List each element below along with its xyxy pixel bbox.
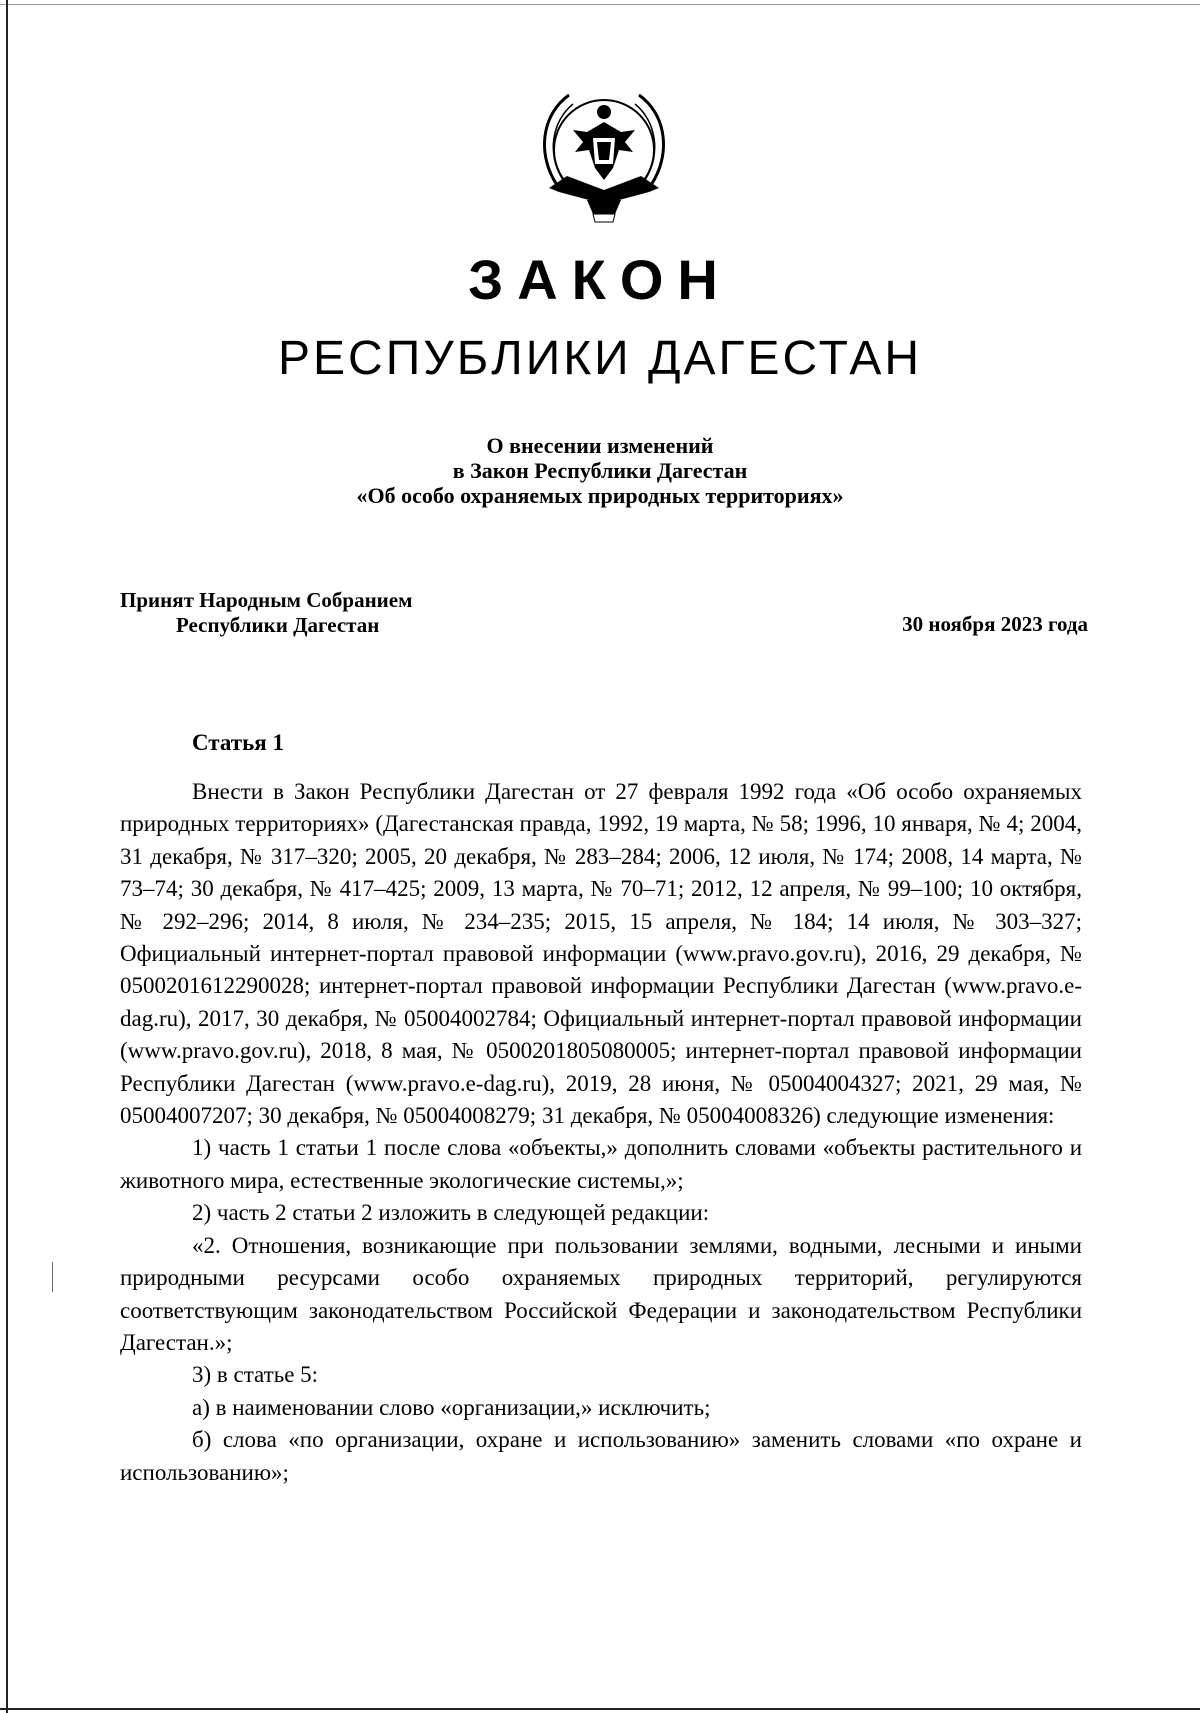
article-paragraph: б) слова «по организации, охране и использованию» заменить словами «по охране и использованию»; (120, 1427, 1082, 1485)
adoption-authority-line: Принят Народным Собранием (120, 588, 413, 612)
subject-line: «Об особо охраняемых природных территориях» (356, 483, 844, 508)
adoption-date: 30 ноября 2023 года (902, 612, 1088, 636)
adoption-authority (120, 588, 412, 638)
article-paragraph: 1) часть 1 статьи 1 после слова «объекты,» дополнить словами «объекты растительного и животного мира, естественные экологические системы,»; (120, 1135, 1082, 1193)
article-paragraph: а) в наименовании слово «организации,» исключить; (192, 1394, 711, 1420)
coat-of-arms-icon (529, 80, 679, 230)
article-paragraph: «2. Отношения, возникающие при пользовании землями, водными, лесными и иными природными ресурсами особо охраняемых природных территорий, регулируются соответствующим законодательством Российской Федерации и законодательством Республики Дагестан.»; (120, 1232, 1082, 1355)
document-title: ЗАКОН (468, 248, 732, 311)
scan-border-bottom (0, 1708, 1200, 1710)
article-paragraph: 3) в статье 5: (192, 1362, 319, 1388)
article-paragraph: Внести в Закон Республики Дагестан от 27 февраля 1992 года «Об особо охраняемых природных территориях» (Дагестанская правда, 1992, 19 марта, № 58; 1996, 10 января, № 4; 2004, 31 декабря, № 317–320; 2005, 20 декабря, № 283–284; 2006, 12 июля, № 174; 2008, 14 марта, № 73–74; 30 декабря, № 417–425; 2009, 13 марта, № 70–71; 2012, 12 апреля, № 99–100; 10 октября, № 292–296; 2014, 8 июля, № 234–235; 2015, 15 апреля, № 184; 14 июля, № 303–327; Официальный интернет-портал правовой информации (www.pravo.gov.ru), 2016, 29 декабря, № 0500201612290028; интернет-портал правовой информации Республики Дагестан (www.pravo.e-dag.ru), 2017, 30 декабря, № 05004002784; Официальный интернет-портал правовой информации (www.pravo.gov.ru), 2018, 8 мая, № 0500201805080005; интернет-портал правовой информации Республики Дагестан (www.pravo.e-dag.ru), 2019, 28 июня, № 05004004327; 2021, 29 мая, № 05004007207; 30 декабря, № 05004008279; 31 декабря, № 05004008326) следующие изменения: (120, 779, 1082, 1129)
law-subject (0, 433, 1200, 508)
subject-line: в Закон Республики Дагестан (452, 458, 748, 483)
scan-border-top (0, 4, 1200, 5)
adoption-authority-line: Республики Дагестан (176, 613, 380, 637)
article-heading: Статья 1 (192, 730, 284, 755)
article-body (120, 776, 1082, 1489)
article-paragraph: 2) часть 2 статьи 2 изложить в следующей редакции: (192, 1200, 710, 1226)
document-subtitle: РЕСПУБЛИКИ ДАГЕСТАН (278, 332, 922, 385)
scan-artifact (52, 1262, 53, 1292)
subject-line: О внесении изменений (486, 433, 714, 458)
